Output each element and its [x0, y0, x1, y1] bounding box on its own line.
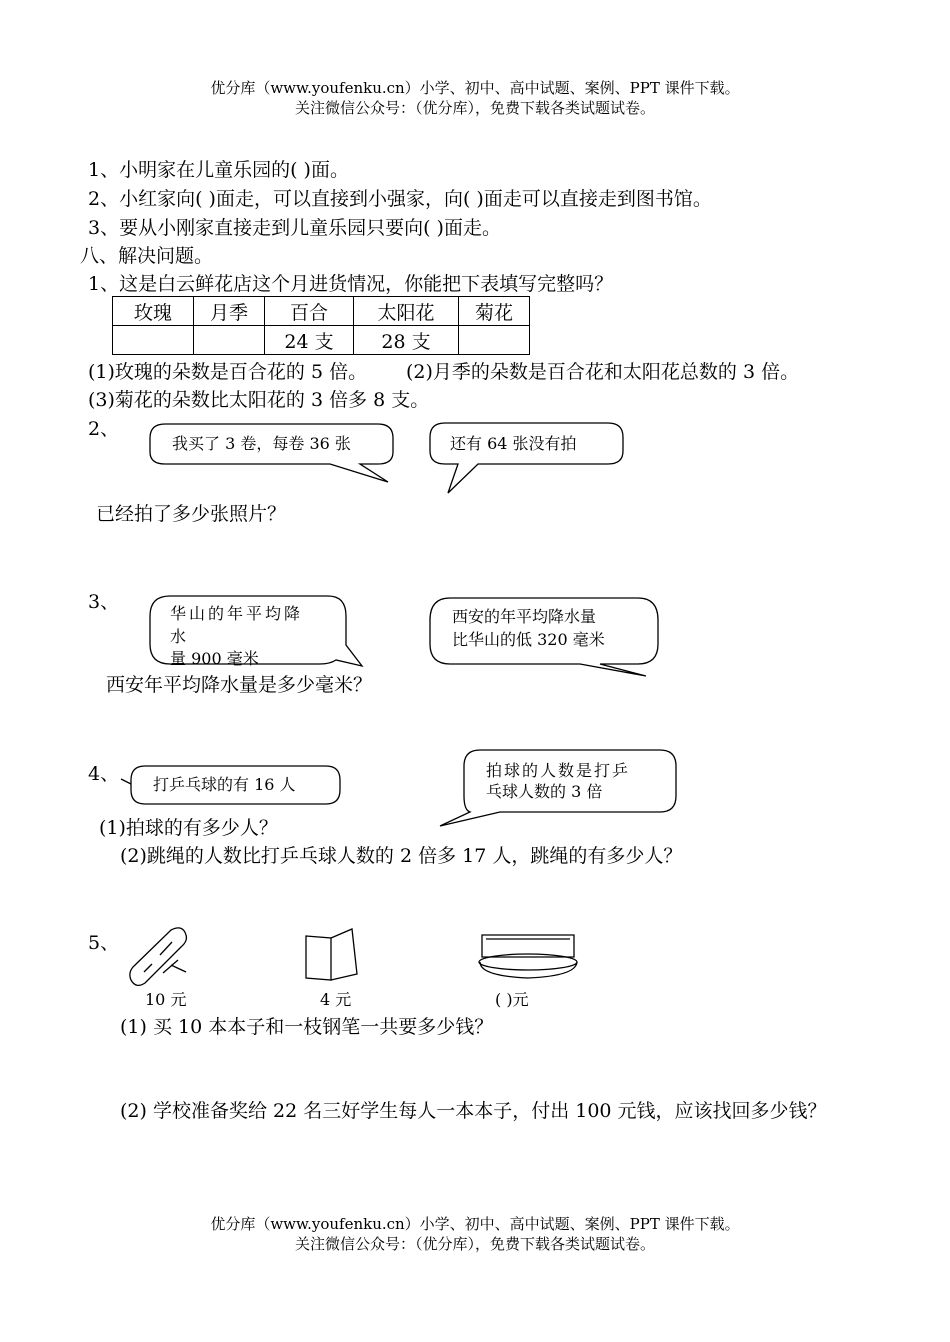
pencil-box-price: ( )元 — [495, 990, 529, 1009]
header-line-2: 关注微信公众号：（优分库），免费下载各类试题试卷。 — [294, 99, 655, 117]
pen-icon — [130, 928, 187, 986]
problem-2-bubble-right-text: 还有 64 张没有拍 — [450, 434, 577, 453]
problem-3-bubble-left-line-2: 水 — [170, 627, 187, 646]
table-value-cell: 28 支 — [354, 326, 459, 355]
table-header-cell: 月季 — [194, 297, 265, 326]
problem-3-bubble-right-line-2: 比华山的低 320 毫米 — [452, 630, 605, 649]
problem-2-question: 已经拍了多少张照片？ — [96, 503, 287, 525]
problem-4-bubble-right-line-2: 乓球人数的 3 倍 — [486, 782, 603, 801]
problem-1-condition-1: (1)玫瑰的朵数是百合花的 5 倍。 — [88, 361, 368, 383]
footer-line-2: 关注微信公众号：（优分库），免费下载各类试题试卷。 — [294, 1235, 655, 1253]
notebook-price: 4 元 — [320, 990, 352, 1009]
problem-3-question: 西安年平均降水量是多少毫米？ — [106, 674, 373, 696]
table-header-cell: 太阳花 — [354, 297, 459, 326]
problem-2-bubble-left-text: 我买了 3 卷，每卷 36 张 — [172, 434, 351, 453]
table-header-cell: 菊花 — [459, 297, 530, 326]
problem-1-intro: 1、这是白云鲜花店这个月进货情况，你能把下表填写完整吗？ — [88, 273, 614, 295]
direction-question-2: 2、小红家向( )面走，可以直接到小强家，向( )面走可以直接走到图书馆。 — [88, 188, 712, 210]
problem-5-question-1: (1) 买 10 本本子和一枝钢笔一共要多少钱？ — [120, 1016, 494, 1038]
problem-3-bubble-right-line-1: 西安的年平均降水量 — [452, 607, 597, 626]
problem-5-number: 5、 — [88, 932, 120, 954]
problem-4-question-2: (2)跳绳的人数比打乒乓球人数的 2 倍多 17 人，跳绳的有多少人？ — [120, 845, 683, 867]
table-value-cell: 24 支 — [265, 326, 354, 355]
pen-price: 10 元 — [145, 990, 187, 1009]
speech-bubble-tail — [121, 779, 131, 784]
problem-3-number: 3、 — [88, 591, 120, 613]
problem-1-condition-2: (2)月季的朵数是百合花和太阳花总数的 3 倍。 — [406, 361, 800, 383]
problem-4-bubble-left-text: 打乒乓球的有 16 人 — [153, 775, 296, 794]
table-header-cell: 玫瑰 — [113, 297, 194, 326]
table-header-cell: 百合 — [265, 297, 354, 326]
section-8-title: 八、解决问题。 — [80, 245, 214, 267]
problem-2-number: 2、 — [88, 418, 120, 440]
problem-4-bubble-right-line-1: 拍球的人数是打乒 — [486, 761, 631, 780]
problem-4-question-1: (1)拍球的有多少人？ — [99, 817, 278, 839]
problem-4-number: 4、 — [88, 763, 120, 785]
notebook-icon — [306, 929, 357, 980]
direction-question-3: 3、要从小刚家直接走到儿童乐园只要向( )面走。 — [88, 217, 501, 239]
header-line-1: 优分库（www.youfenku.cn）小学、初中、高中试题、案例、PPT 课件下载。 — [210, 79, 740, 97]
problem-1-condition-3: (3)菊花的朵数比太阳花的 3 倍多 8 支。 — [88, 389, 430, 411]
problem-5-question-2: (2) 学校准备奖给 22 名三好学生每人一本本子，付出 100 元钱，应该找回多少钱？ — [120, 1100, 827, 1122]
pencil-box-icon — [479, 935, 577, 978]
problem-3-bubble-left-line-3: 量 900 毫米 — [170, 649, 259, 668]
problem-3-bubble-left-line-1: 华山的年平均降 — [170, 604, 304, 623]
footer-line-1: 优分库（www.youfenku.cn）小学、初中、高中试题、案例、PPT 课件下载。 — [210, 1215, 740, 1233]
direction-question-1: 1、小明家在儿童乐园的( )面。 — [88, 159, 349, 181]
